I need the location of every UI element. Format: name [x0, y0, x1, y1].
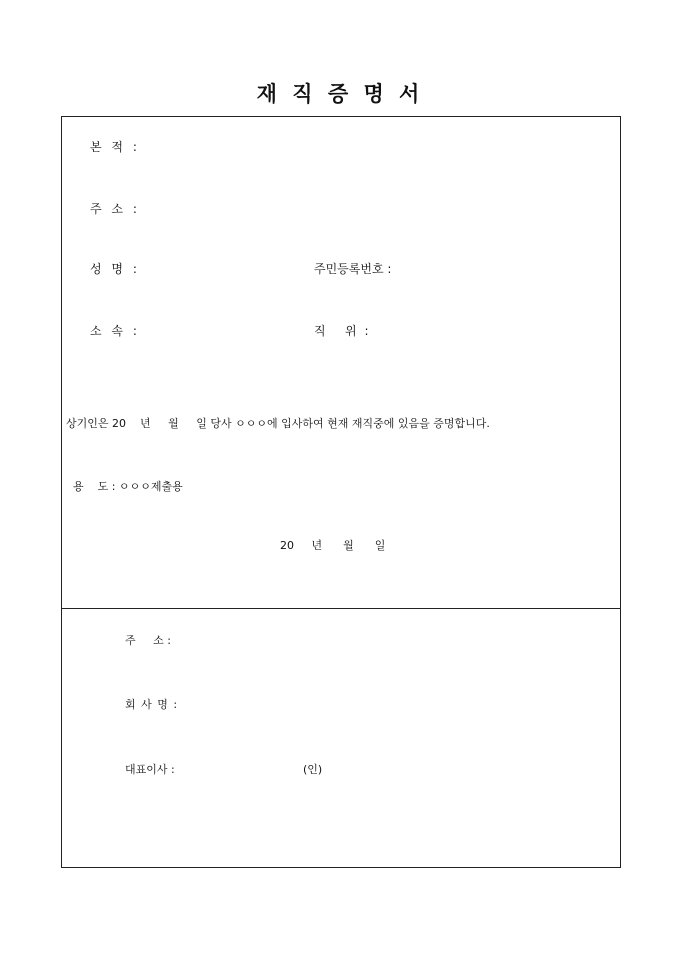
issue-date: 20 년 월 일: [280, 539, 386, 552]
domicile-label: 본 적 :: [90, 140, 140, 154]
certificate-frame: [61, 116, 621, 868]
resident-number-label: 주민등록번호 :: [314, 262, 392, 276]
department-label: 소 속 :: [90, 324, 140, 338]
document-title: 재 직 증 명 서: [256, 81, 424, 106]
company-address-label: 주 소 :: [125, 634, 171, 647]
seal-mark: (인): [303, 763, 323, 776]
ceo-label: 대표이사 :: [125, 763, 175, 776]
company-name-label: 회 사 명 :: [125, 698, 179, 711]
address-label: 주 소 :: [90, 202, 140, 216]
purpose-line: 용 도 : ㅇㅇㅇ제출용: [73, 480, 183, 493]
name-label: 성 명 :: [90, 262, 140, 276]
employment-statement: 상기인은 20 년 월 일 당사 ㅇㅇㅇ에 입사하여 현재 재직중에 있음을 증명합니다.: [66, 417, 490, 430]
position-label: 직 위 :: [314, 324, 371, 338]
section-divider: [62, 608, 620, 609]
